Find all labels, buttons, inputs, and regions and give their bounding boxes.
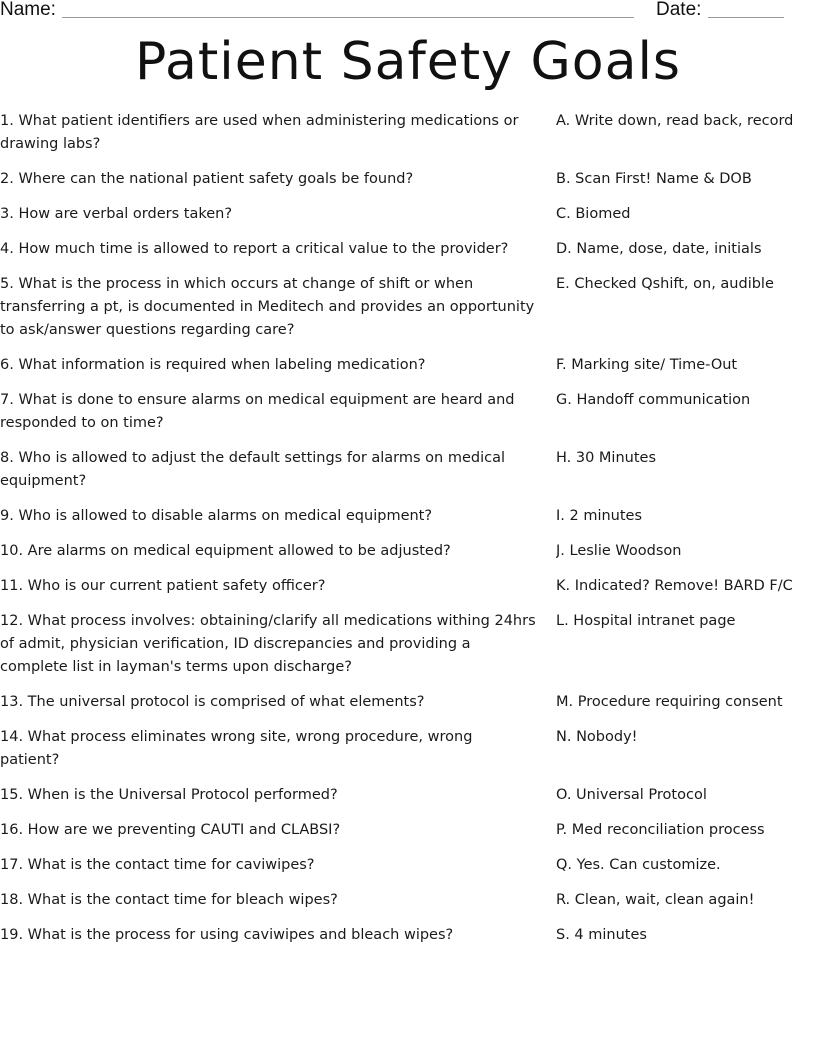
answer-option: C. Biomed: [556, 206, 631, 222]
answer-option: M. Procedure requiring consent: [556, 694, 783, 710]
date-label: Date:: [656, 0, 702, 20]
question-text: 1. What patient identifiers are used when administering medications or drawing labs?: [0, 113, 519, 152]
matching-row: [0, 784, 816, 807]
matching-row: [0, 854, 816, 877]
answer-option: Q. Yes. Can customize.: [556, 857, 721, 873]
answer-option: G. Handoff communication: [556, 392, 751, 408]
question-text: 14. What process eliminates wrong site, wrong procedure, wrong patient?: [0, 729, 473, 768]
question-text: 10. Are alarms on medical equipment allowed to be adjusted?: [0, 543, 451, 559]
matching-row: [0, 505, 816, 528]
answer-option: E. Checked Qshift, on, audible: [556, 276, 774, 292]
date-line: [708, 17, 784, 18]
matching-row: [0, 889, 816, 912]
name-line: [62, 17, 634, 18]
matching-row: [0, 389, 816, 435]
question-text: 15. When is the Universal Protocol performed?: [0, 787, 338, 803]
question-text: 4. How much time is allowed to report a critical value to the provider?: [0, 241, 509, 257]
matching-row: [0, 447, 816, 493]
question-text: 11. Who is our current patient safety officer?: [0, 578, 326, 594]
question-text: 2. Where can the national patient safety goals be found?: [0, 171, 414, 187]
answer-option: F. Marking site/ Time-Out: [556, 357, 738, 373]
answer-option: K. Indicated? Remove! BARD F/C: [556, 578, 793, 594]
answer-option: N. Nobody!: [556, 729, 638, 745]
matching-row: [0, 238, 816, 261]
answer-option: S. 4 minutes: [556, 927, 647, 943]
answer-option: P. Med reconciliation process: [556, 822, 765, 838]
answer-option: B. Scan First! Name & DOB: [556, 171, 752, 187]
worksheet-header: [0, 0, 816, 24]
matching-row: [0, 110, 816, 156]
matching-row: [0, 924, 816, 947]
name-label: Name:: [0, 0, 56, 20]
question-text: 17. What is the contact time for caviwipes?: [0, 857, 315, 873]
question-text: 7. What is done to ensure alarms on medical equipment are heard and responded to on time?: [0, 392, 515, 431]
answer-option: I. 2 minutes: [556, 508, 643, 524]
answer-option: L. Hospital intranet page: [556, 613, 736, 629]
matching-row: [0, 575, 816, 598]
question-text: 6. What information is required when labeling medication?: [0, 357, 426, 373]
question-text: 3. How are verbal orders taken?: [0, 206, 233, 222]
question-text: 12. What process involves: obtaining/clarify all medications withing 24hrs of admit, physician verification, ID discrepancies and providing a complete list in layman's terms upon discharge?: [0, 613, 536, 675]
question-text: 8. Who is allowed to adjust the default settings for alarms on medical equipment?: [0, 450, 506, 489]
matching-row: [0, 819, 816, 842]
matching-row: [0, 168, 816, 191]
matching-row: [0, 203, 816, 226]
page-title: Patient Safety Goals: [135, 32, 681, 92]
answer-option: H. 30 Minutes: [556, 450, 657, 466]
question-text: 13. The universal protocol is comprised of what elements?: [0, 694, 425, 710]
matching-row: [0, 691, 816, 714]
answer-option: O. Universal Protocol: [556, 787, 707, 803]
question-text: 9. Who is allowed to disable alarms on medical equipment?: [0, 508, 433, 524]
question-text: 18. What is the contact time for bleach wipes?: [0, 892, 338, 908]
matching-row: [0, 354, 816, 377]
answer-option: J. Leslie Woodson: [556, 543, 682, 559]
answer-option: R. Clean, wait, clean again!: [556, 892, 755, 908]
matching-row: [0, 726, 816, 772]
answer-option: A. Write down, read back, record: [556, 113, 794, 129]
matching-row: [0, 540, 816, 563]
question-text: 19. What is the process for using caviwipes and bleach wipes?: [0, 927, 454, 943]
matching-row: [0, 273, 816, 342]
matching-row: [0, 610, 816, 679]
question-text: 5. What is the process in which occurs at change of shift or when transferring a pt, is documented in Meditech and provides an opportunity to ask/answer questions regarding care?: [0, 276, 535, 338]
question-text: 16. How are we preventing CAUTI and CLABSI?: [0, 822, 341, 838]
answer-option: D. Name, dose, date, initials: [556, 241, 762, 257]
matching-list: [0, 110, 816, 959]
